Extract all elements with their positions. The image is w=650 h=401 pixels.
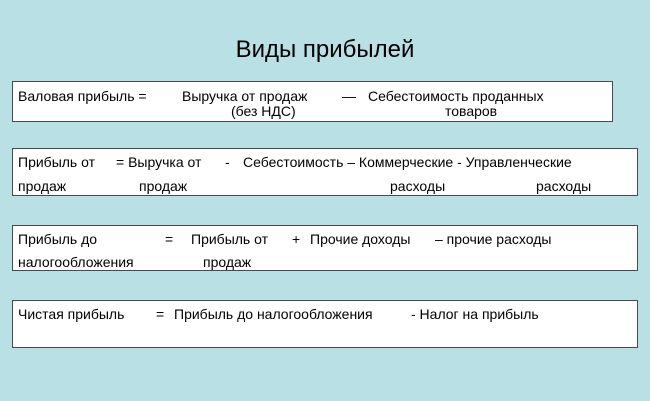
slide-title: Виды прибылей xyxy=(235,36,415,63)
pretax-profit-term: Прибыль до налогообложения xyxy=(174,306,373,322)
commercial-expenses-continuation: расходы xyxy=(390,178,446,194)
pretax-profit-box xyxy=(12,225,638,271)
pretax-profit-label-continuation: налогообложения xyxy=(18,254,134,270)
minus-operator: - xyxy=(225,154,230,170)
other-expenses-term: – прочие расходы xyxy=(435,231,552,247)
expenses-terms: Себестоимость – Коммерческие - Управленческие xyxy=(243,154,572,170)
sales-profit-label-continuation: продаж xyxy=(18,178,67,194)
revenue-term: Выручка от продаж xyxy=(182,88,308,104)
income-tax-term: - Налог на прибыль xyxy=(411,306,539,322)
minus-operator: — xyxy=(342,88,356,104)
equals-operator: = xyxy=(156,306,165,322)
sales-profit-box xyxy=(12,148,638,196)
cost-of-goods-continuation: товаров xyxy=(445,103,498,119)
net-profit-box xyxy=(12,300,638,348)
revenue-note: (без НДС) xyxy=(231,103,296,119)
sales-profit-term: Прибыль от xyxy=(191,231,268,247)
plus-operator: + xyxy=(292,231,301,247)
other-income-term: Прочие доходы xyxy=(310,231,411,247)
pretax-profit-label: Прибыль до xyxy=(18,231,98,247)
net-profit-label: Чистая прибыль xyxy=(18,306,125,322)
cost-of-goods-term: Себестоимость проданных xyxy=(368,88,544,104)
gross-profit-label: Валовая прибыль = xyxy=(18,88,147,104)
revenue-term: = Выручка от xyxy=(116,154,202,170)
gross-profit-box xyxy=(12,81,613,122)
admin-expenses-continuation: расходы xyxy=(536,178,592,194)
sales-profit-label: Прибыль от xyxy=(18,154,95,170)
revenue-continuation: продаж xyxy=(139,178,188,194)
sales-profit-continuation: продаж xyxy=(203,254,252,270)
equals-operator: = xyxy=(165,231,174,247)
